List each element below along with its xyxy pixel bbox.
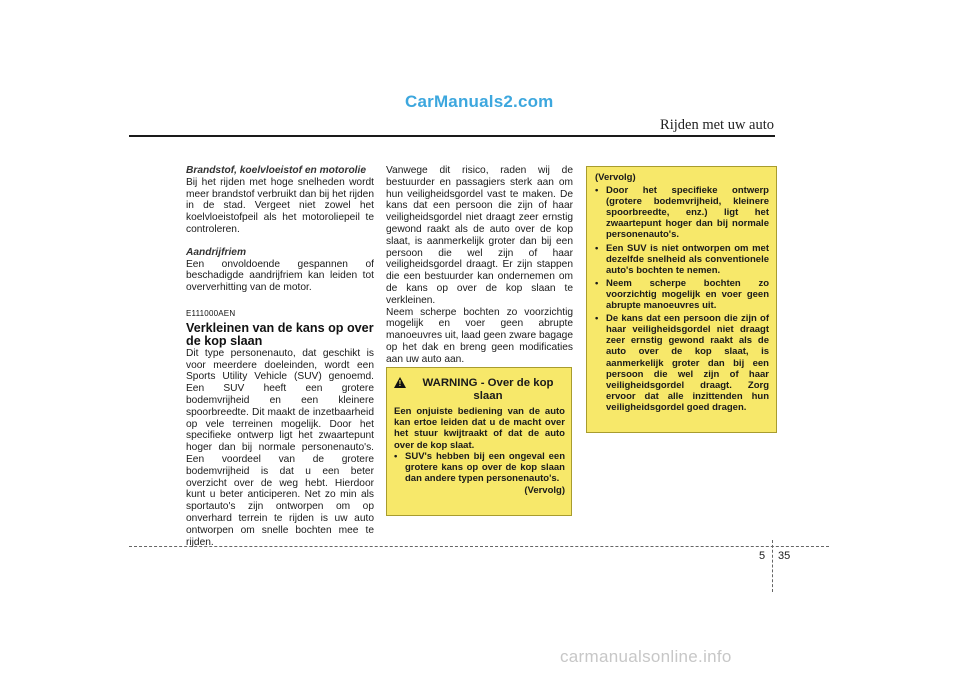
bullet-dot: • bbox=[595, 185, 599, 197]
bullet-dot: • bbox=[595, 242, 599, 254]
warning-bullet-text: SUV's hebben bij een ongeval een grotere kans op over de kop slaan dan andere typen personenauto's. bbox=[405, 450, 565, 485]
warning-box bbox=[386, 367, 572, 516]
section-title: Rijden met uw auto bbox=[660, 117, 774, 133]
rollover-paragraph: Dit type personenauto, dat geschikt is voor meerdere doeleinden, wordt een Sports Utility Vehicle (SUV) genoemd. Een SUV heeft een grotere bodemvrijheid en een kleinere spoorbreedte. Dit maakt de inzetbaarheid op vele terreinen mogelijk. Door het specifieke ontwerp ligt het zwaartepunt hoger dan bij normale personenauto's. Een voordeel van de grotere bodemvrijheid is dat u een beter overzicht over de weg hebt. Hierdoor kunt u beter anticiperen. Net zo min als sportauto's zijn ontworpen om op onverhard terrein te rijden is uw auto ontworpen om snelle bochten mee te rijden. bbox=[186, 347, 374, 548]
section-code: E111000AEN bbox=[186, 308, 236, 318]
watermark-carmanualsonline: carmanualsonline.info bbox=[560, 647, 732, 666]
column-middle bbox=[386, 165, 573, 366]
page-section-number: 5 bbox=[759, 550, 766, 562]
continued-item-text: Neem scherpe bochten zo voorzichtig mogelijk en voer geen abrupte manoeuvres uit. bbox=[606, 277, 769, 312]
continued-item-text: Een SUV is niet ontworpen om met dezelfde snelheid als conventionele auto's bochten te nemen. bbox=[606, 242, 769, 276]
continued-item bbox=[595, 313, 769, 413]
warning-text: Een onjuiste bediening van de auto kan ertoe leiden dat u de macht over het stuur kwijtraakt of dat de auto over de kop slaat. bbox=[394, 406, 565, 451]
fuel-subheading: Brandstof, koelvloeistof en motorolie bbox=[186, 165, 367, 176]
continued-warning-box bbox=[586, 166, 777, 433]
continued-heading: (Vervolg) bbox=[595, 172, 636, 183]
page-number: 35 bbox=[778, 550, 791, 562]
watermark-carmanuals2: CarManuals2.com bbox=[405, 92, 554, 111]
warning-continued: (Vervolg) bbox=[524, 485, 565, 497]
continued-item bbox=[595, 243, 769, 276]
fuel-paragraph: Bij het rijden met hoge snelheden wordt meer brandstof verbruikt dan bij het rijden in de stad. Vergeet niet zowel het koelvloeistofpeil als het motoroliepeil te controleren. bbox=[186, 176, 375, 235]
belt-paragraph: Een onvoldoende gespannen of beschadigde aandrijfriem kan leiden tot oververhitting van de motor. bbox=[186, 258, 374, 294]
warning-title: WARNING - Over de kop slaan bbox=[422, 377, 554, 402]
continued-item-text: De kans dat een persoon die zijn of haar veiligheidsgordel niet draagt zeer ernstig gewond raakt als de auto over de kop slaat, is aanmerkelijk groter dan bij een persoon die wel zijn of haar veiligheidsgordel draagt. Zorg ervoor dat alle inzittenden hun veiligheidsgordel goed dragen. bbox=[606, 313, 769, 413]
bullet-dot: • bbox=[595, 313, 599, 325]
belt-subheading: Aandrijfriem bbox=[186, 246, 247, 258]
warning-triangle-icon: ! bbox=[394, 377, 406, 388]
page-number-divider bbox=[772, 540, 773, 592]
continued-item bbox=[595, 278, 769, 311]
footer-rule bbox=[129, 546, 829, 547]
warning-bullet bbox=[394, 451, 565, 485]
continued-item-text: Door het specifieke ontwerp (grotere bodemvrijheid, kleinere spoorbreedte, enz.) ligt het zwaartepunt hoger dan bij normale personenauto's. bbox=[606, 185, 769, 241]
header-rule bbox=[129, 135, 775, 137]
rollover-heading: Verkleinen van de kans op over de kop slaan bbox=[186, 320, 374, 348]
advice-paragraph: Neem scherpe bochten zo voorzichtig mogelijk en voer geen abrupte manoeuvres uit, laad geen zware bagage op het dak en breng geen modificaties aan uw auto aan. bbox=[386, 306, 573, 365]
column-left bbox=[186, 165, 374, 548]
bullet-dot: • bbox=[394, 450, 398, 462]
bullet-dot: • bbox=[595, 277, 599, 289]
continued-item bbox=[595, 185, 769, 240]
warning-header bbox=[394, 377, 565, 402]
risk-paragraph: Vanwege dit risico, raden wij de bestuurder en passagiers sterk aan om hun veiligheidsgordel vast te maken. De kans dat een persoon die zijn of haar veiligheidsgordel niet draagt zeer ernstig gewond raakt als de auto over de kop slaat, is aanmerkelijk groter dan bij een persoon die wel zijn of haar veiligheidsgordel draagt. Er zijn stappen die een bestuurder kan ondernemen om de kans op over de kop slaan te verkleinen. bbox=[386, 165, 573, 306]
